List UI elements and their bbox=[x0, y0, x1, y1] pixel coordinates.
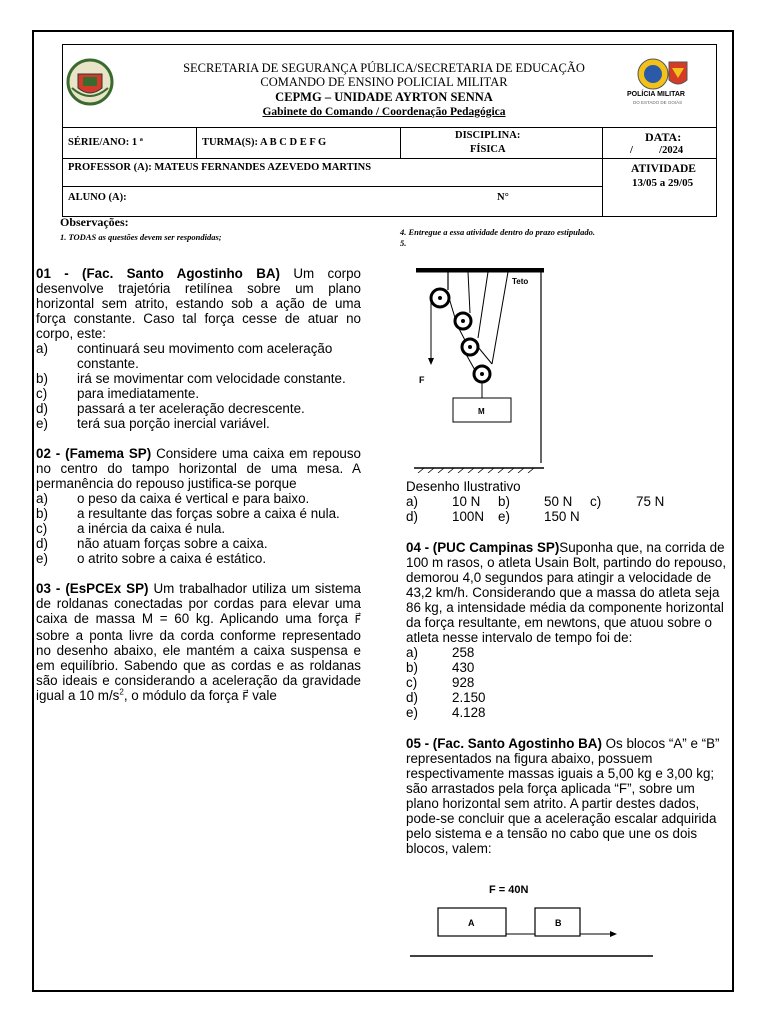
option-letter: a) bbox=[406, 645, 418, 660]
disciplina-label: DISCIPLINA: bbox=[455, 130, 521, 141]
option-item bbox=[406, 690, 731, 705]
question-2-statement bbox=[36, 446, 361, 491]
form-row-line-3 bbox=[62, 186, 602, 187]
aluno-field: ALUNO (A): bbox=[68, 192, 127, 203]
option-item bbox=[406, 645, 731, 660]
option-letter: a) bbox=[36, 341, 48, 356]
option-text: 10 N bbox=[452, 494, 481, 509]
left-column bbox=[36, 266, 361, 705]
question-4-text: Suponha que, na corrida de 100 m rasos, o atleta Usain Bolt, partindo do repouso, demorou 4,0 segundos para atingir a velocidade de 43,2 km/h. Considerando que a massa do atleta seja 86 kg, a intensidade média da componente horizontal da força resultante, em newtons, que atuou sobre o atleta nesse intervalo de tempo foi de: bbox=[406, 540, 727, 645]
option-letter: b) bbox=[406, 660, 418, 675]
question-3-options bbox=[406, 494, 731, 524]
question-2-text: Considere uma caixa em repouso no centro do tampo horizontal de uma mesa. A permanência do repouso justifica-se porque bbox=[36, 446, 361, 491]
question-1-statement bbox=[36, 266, 361, 341]
data-label: DATA: bbox=[645, 130, 682, 144]
option-letter: c) bbox=[590, 494, 602, 509]
atividade-value: 13/05 a 29/05 bbox=[632, 177, 694, 189]
observacao-5: 5. bbox=[400, 238, 407, 248]
question-4-options bbox=[406, 645, 731, 720]
option-text: irá se movimentar com velocidade constante. bbox=[77, 371, 346, 386]
observacoes-title: Observações: bbox=[60, 215, 129, 229]
header-line-4: Gabinete do Comando / Coordenação Pedagógica bbox=[262, 106, 506, 118]
question-1-options bbox=[36, 341, 361, 431]
pulley-system-figure bbox=[408, 268, 548, 473]
option-text: 928 bbox=[452, 675, 475, 690]
question-3-title: 03 - (EsPCEx SP) bbox=[36, 581, 149, 596]
blocks-figure bbox=[405, 880, 665, 960]
force-label: F bbox=[419, 375, 425, 385]
ceiling-label: Teto bbox=[512, 277, 529, 286]
option-text: 75 N bbox=[636, 494, 665, 509]
option-letter: e) bbox=[36, 551, 48, 566]
question-3-text-d: vale bbox=[248, 688, 277, 703]
option-letter: a) bbox=[36, 491, 48, 506]
header-line-2: COMANDO DE ENSINO POLICIAL MILITAR bbox=[260, 75, 508, 89]
option-item bbox=[36, 341, 361, 371]
option-text: continuará seu movimento com aceleração constante. bbox=[77, 341, 333, 371]
option-text: não atuam forças sobre a caixa. bbox=[77, 536, 268, 551]
option-text: 430 bbox=[452, 660, 475, 675]
applied-force-label: F = 40N bbox=[489, 884, 529, 896]
observacao-4: 4. Entregue a essa atividade dentro do prazo estipulado. bbox=[400, 227, 596, 237]
option-text: passará a ter aceleração decrescente. bbox=[77, 401, 305, 416]
logo-right-text: POLÍCIA MILITAR bbox=[627, 91, 685, 98]
option-item bbox=[36, 386, 361, 401]
option-text: 2.150 bbox=[452, 690, 486, 705]
serie-field: SÉRIE/ANO: 1 ª bbox=[68, 137, 143, 148]
question-5-statement bbox=[406, 736, 731, 856]
option-item bbox=[36, 371, 361, 386]
question-1-text: Um corpo desenvolve trajetória retilínea sobre um plano horizontal sem atrito, estando sob a ação de uma força constante. Caso tal força cesse de atuar no corpo, este: bbox=[36, 266, 361, 341]
question-3-text-c: , o módulo da força bbox=[123, 688, 243, 703]
option-item bbox=[36, 506, 361, 521]
professor-field: PROFESSOR (A): MATEUS FERNANDES AZEVEDO MARTINS bbox=[68, 162, 372, 173]
question-1-title: 01 - (Fac. Santo Agostinho BA) bbox=[36, 266, 280, 281]
form-divider-3 bbox=[602, 127, 603, 217]
option-letter: c) bbox=[406, 675, 418, 690]
option-letter: d) bbox=[406, 690, 418, 705]
question-3-statement bbox=[36, 581, 361, 705]
option-text: 150 N bbox=[544, 509, 580, 524]
option-letter: d) bbox=[36, 401, 48, 416]
option-text: o atrito sobre a caixa é estático. bbox=[77, 551, 267, 566]
question-4-title: 04 - (PUC Campinas SP) bbox=[406, 540, 560, 555]
option-item bbox=[36, 521, 361, 536]
observacao-1: 1. TODAS as questões devem ser respondidas; bbox=[60, 232, 222, 242]
option-letter: b) bbox=[498, 494, 510, 509]
option-letter: a) bbox=[406, 494, 418, 509]
mass-label: M bbox=[478, 407, 485, 416]
option-item bbox=[36, 491, 361, 506]
option-item bbox=[36, 416, 361, 431]
option-letter: c) bbox=[36, 521, 48, 536]
form-row-line-2 bbox=[62, 158, 717, 159]
question-2-options bbox=[36, 491, 361, 566]
disciplina-value: FÍSICA bbox=[470, 144, 506, 155]
data-value: / /2024 bbox=[630, 145, 684, 156]
option-text: para imediatamente. bbox=[77, 386, 200, 401]
option-letter: d) bbox=[406, 509, 418, 524]
option-text: terá sua porção inercial variável. bbox=[77, 416, 270, 431]
option-item bbox=[406, 705, 731, 720]
form-divider-2 bbox=[400, 127, 401, 158]
question-3-text-b: sobre a ponta livre da corda conforme representado no desenho abaixo, ele mantém a caixa suspensa e em equilíbrio. Sabendo que as cordas e as roldanas são ideais e considerando a aceleração da gravidade igual a 10 m/s bbox=[36, 628, 361, 703]
header-line-1: SECRETARIA DE SEGURANÇA PÚBLICA/SECRETARIA DE EDUCAÇÃO bbox=[183, 61, 585, 75]
option-letter: e) bbox=[36, 416, 48, 431]
option-item bbox=[36, 536, 361, 551]
force-symbol: F⃗ bbox=[242, 691, 249, 703]
force-symbol: F⃗ bbox=[354, 614, 361, 626]
option-item bbox=[36, 401, 361, 416]
form-row-line-1 bbox=[62, 127, 717, 128]
option-letter: e) bbox=[406, 705, 418, 720]
logo-right-subtext: DO ESTADO DE GOIÁS bbox=[633, 100, 683, 105]
option-text: 50 N bbox=[544, 494, 573, 509]
option-item bbox=[36, 551, 361, 566]
question-4-statement bbox=[406, 540, 731, 645]
question-5-text: Os blocos “A” e “B” representados na figura abaixo, possuem respectivamente massas iguais a 5,00 kg e 3,00 kg; são arrastados pela força aplicada “F”, sobre um plano horizontal sem atrito. A partir destes dados, pode-se concluir que a aceleração escalar adquirida pelo sistema e a tensão no cabo que une os dois blocos, valem: bbox=[406, 736, 720, 856]
option-letter: d) bbox=[36, 536, 48, 551]
option-text: 4.128 bbox=[452, 705, 486, 720]
block-a-label: A bbox=[468, 918, 475, 928]
atividade-label: ATIVIDADE bbox=[631, 163, 696, 175]
option-letter: b) bbox=[36, 506, 48, 521]
option-item bbox=[406, 675, 731, 690]
header-line-3: CEPMG – UNIDADE AYRTON SENNA bbox=[275, 90, 493, 104]
option-text: 100N bbox=[452, 509, 485, 524]
option-letter: e) bbox=[498, 509, 510, 524]
option-text: 258 bbox=[452, 645, 475, 660]
figure-caption: Desenho Ilustrativo bbox=[406, 479, 521, 494]
question-2-title: 02 - (Famema SP) bbox=[36, 446, 152, 461]
numero-field: N° bbox=[497, 192, 509, 203]
question-3-text-a: Um trabalhador utiliza um sistema de roldanas conectadas por cordas para elevar uma caixa de massa M = 60 kg. Aplicando uma força bbox=[36, 581, 361, 626]
option-text: a resultante das forças sobre a caixa é nula. bbox=[77, 506, 340, 521]
question-5-title: 05 - (Fac. Santo Agostinho BA) bbox=[406, 736, 602, 751]
option-item bbox=[406, 660, 731, 675]
form-divider-1 bbox=[196, 127, 197, 158]
option-text: a inércia da caixa é nula. bbox=[77, 521, 226, 536]
option-text: o peso da caixa é vertical e para baixo. bbox=[77, 491, 310, 506]
right-column bbox=[406, 479, 731, 856]
turma-field: TURMA(S): A B C D E F G bbox=[202, 137, 327, 148]
option-letter: b) bbox=[36, 371, 48, 386]
option-letter: c) bbox=[36, 386, 48, 401]
block-b-label: B bbox=[555, 918, 562, 928]
superscript-2: 2 bbox=[119, 687, 124, 697]
